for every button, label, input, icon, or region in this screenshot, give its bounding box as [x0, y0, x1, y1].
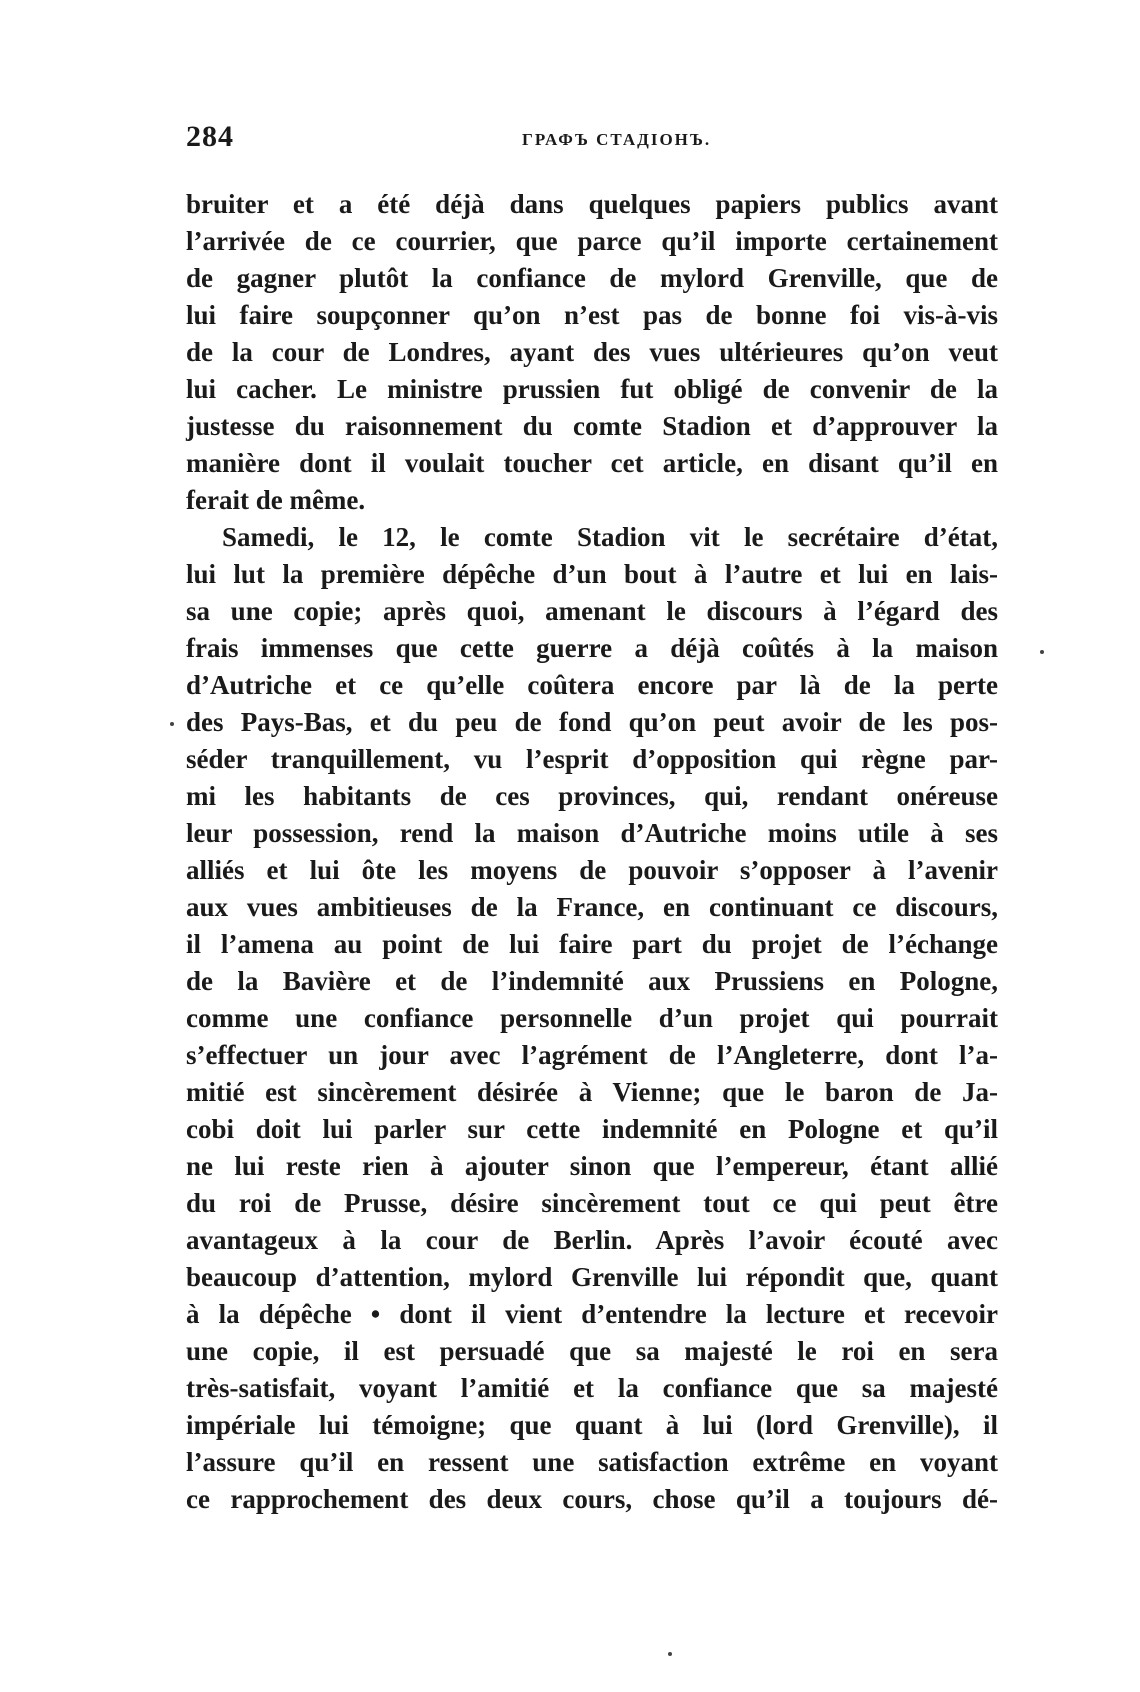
- text-line: bruiter et a été déjà dans quelques papiers publics avant: [186, 189, 998, 219]
- paragraph-first-line: Samedi, le 12, le comte Stadion vit le secrétaire d’état,: [222, 522, 998, 552]
- text-line: manière dont il voulait toucher cet article, en disant qu’il en: [186, 448, 998, 478]
- text-line: lui faire soupçonner qu’on n’est pas de bonne foi vis-à-vis: [186, 300, 998, 330]
- text-line: avantageux à la cour de Berlin. Après l’avoir écouté avec: [186, 1225, 998, 1255]
- text-line: à la dépêche • dont il vient d’entendre la lecture et recevoir: [186, 1299, 998, 1329]
- page-header: [186, 120, 986, 160]
- text-line: frais immenses que cette guerre a déjà coûtés à la maison: [186, 633, 998, 663]
- text-line: lui lut la première dépêche d’un bout à l’autre et lui en lais-: [186, 559, 998, 589]
- text-line: ce rapprochement des deux cours, chose qu’il a toujours dé-: [186, 1484, 998, 1514]
- text-line: justesse du raisonnement du comte Stadion et d’approuver la: [186, 411, 998, 441]
- text-line: cobi doit lui parler sur cette indemnité en Pologne et qu’il: [186, 1114, 998, 1144]
- body-text: [186, 186, 998, 1518]
- text-line: ne lui reste rien à ajouter sinon que l’empereur, étant allié: [186, 1151, 998, 1181]
- text-line: une copie, il est persuadé que sa majesté le roi en sera: [186, 1336, 998, 1366]
- text-line: l’arrivée de ce courrier, que parce qu’il importe certainement: [186, 226, 998, 256]
- text-line: mi les habitants de ces provinces, qui, rendant onéreuse: [186, 781, 998, 811]
- text-line: de la cour de Londres, ayant des vues ultérieures qu’on veut: [186, 337, 998, 367]
- text-line: leur possession, rend la maison d’Autriche moins utile à ses: [186, 818, 998, 848]
- text-line: de gagner plutôt la confiance de mylord Grenville, que de: [186, 263, 998, 293]
- text-line: du roi de Prusse, désire sincèrement tout ce qui peut être: [186, 1188, 998, 1218]
- text-line: impériale lui témoigne; que quant à lui (lord Grenville), il: [186, 1410, 998, 1440]
- text-line: de la Bavière et de l’indemnité aux Prussiens en Pologne,: [186, 966, 998, 996]
- text-line: il l’amena au point de lui faire part du projet de l’échange: [186, 929, 998, 959]
- page-number: 284: [186, 120, 234, 153]
- paragraph-end-line: ferait de même.: [186, 485, 366, 515]
- text-line: l’assure qu’il en ressent une satisfaction extrême en voyant: [186, 1447, 998, 1477]
- text-line: mitié est sincèrement désirée à Vienne; que le baron de Ja-: [186, 1077, 998, 1107]
- text-line: d’Autriche et ce qu’elle coûtera encore par là de la perte: [186, 670, 998, 700]
- text-line: alliés et lui ôte les moyens de pouvoir s’opposer à l’avenir: [186, 855, 998, 885]
- running-head: ГРАФЪ СТАДІОНЪ.: [522, 130, 712, 149]
- text-line: séder tranquillement, vu l’esprit d’opposition qui règne par-: [186, 744, 998, 774]
- text-line: comme une confiance personnelle d’un projet qui pourrait: [186, 1003, 998, 1033]
- scan-speck: [1040, 650, 1044, 654]
- text-line: beaucoup d’attention, mylord Grenville lui répondit que, quant: [186, 1262, 998, 1292]
- text-line: aux vues ambitieuses de la France, en continuant ce discours,: [186, 892, 998, 922]
- scan-speck: [170, 722, 174, 726]
- text-line: très-satisfait, voyant l’amitié et la confiance que sa majesté: [186, 1373, 998, 1403]
- text-line: sa une copie; après quoi, amenant le discours à l’égard des: [186, 596, 998, 626]
- text-line: s’effectuer un jour avec l’agrément de l’Angleterre, dont l’a-: [186, 1040, 998, 1070]
- text-line: lui cacher. Le ministre prussien fut obligé de convenir de la: [186, 374, 998, 404]
- text-line: des Pays-Bas, et du peu de fond qu’on peut avoir de les pos-: [186, 707, 998, 737]
- scan-speck: [668, 1652, 672, 1656]
